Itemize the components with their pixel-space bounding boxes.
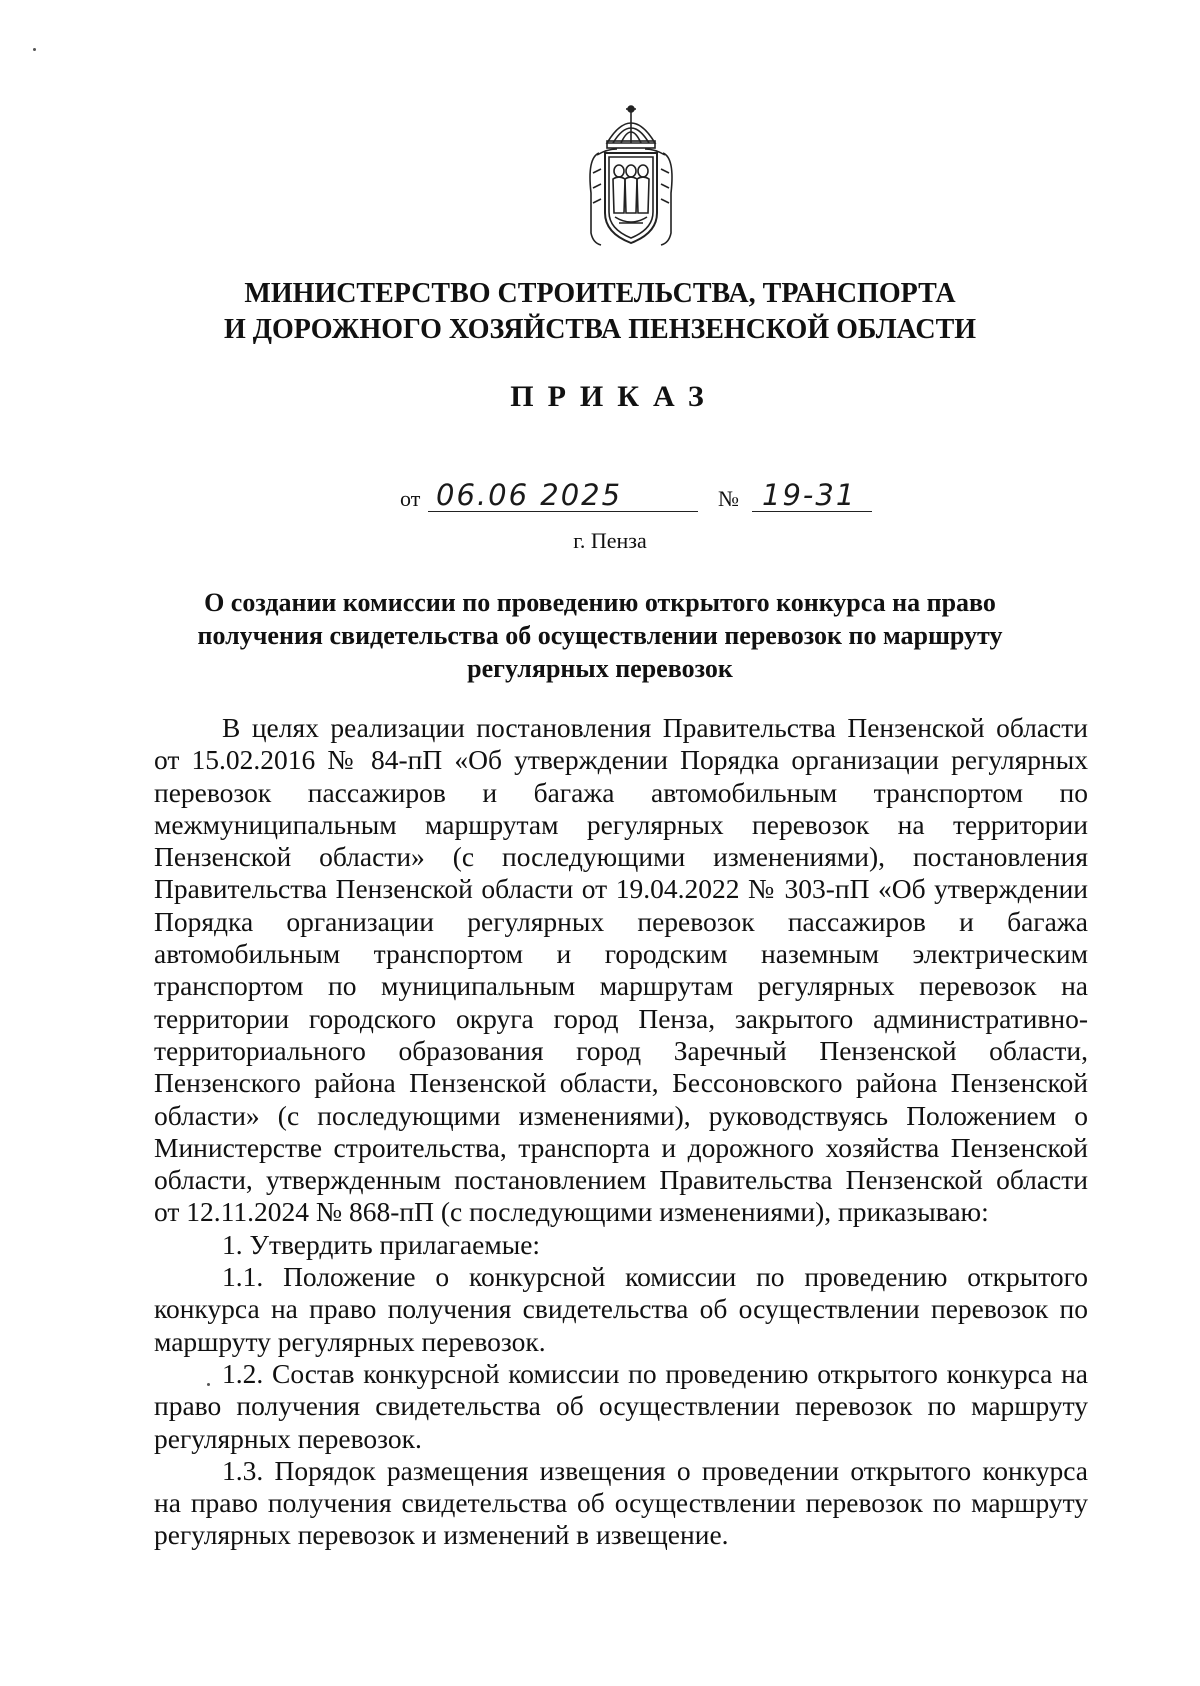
ministry-name-line1: МИНИСТЕРСТВО СТРОИТЕЛЬСТВА, ТРАНСПОРТА: [244, 278, 956, 309]
number-prefix: №: [718, 486, 739, 511]
scan-artifact: [33, 48, 36, 51]
body-paragraph-1: 1. Утвердить прилагаемые:: [222, 1228, 541, 1260]
order-subject: О создании комиссии по проведению открытого конкурса на право получения свидетельства об осуществлении перевозок по маршруту регулярных перевозок: [197, 588, 1003, 683]
body-paragraph-1-3: 1.3. Порядок размещения извещения о проведении открытого конкурса на право получения свидетельства об осуществлении перевозок по маршруту регулярных перевозок и изменений в извещение.: [154, 1454, 1088, 1551]
order-date-number-row: [400, 478, 880, 518]
coat-of-arms-icon: [577, 103, 685, 253]
ministry-name-line2: И ДОРОЖНОГО ХОЗЯЙСТВА ПЕНЗЕНСКОЙ ОБЛАСТИ: [223, 314, 977, 345]
order-number-handwritten: 19-31: [762, 478, 857, 512]
order-title: ПРИКАЗ: [510, 380, 718, 413]
scan-artifact: [207, 1383, 210, 1386]
order-date-handwritten: 06.06 2025: [436, 478, 623, 512]
date-prefix: от: [400, 486, 421, 511]
body-paragraph-preamble: В целях реализации постановления Правительства Пензенской области от 15.02.2016 № 84-пП «Об утверждении Порядка организации регулярных перевозок пассажиров и багажа автомобильным транспортом по межмуниципальным маршрутам регулярных перевозок на территории Пензенской области» (с последующими изменениями), постановления Правительства Пензенской области от 19.04.2022 № 303-пП «Об утверждении Порядка организации регулярных перевозок пассажиров и багажа автомобильным транспортом и городским наземным электрическим транспортом по муниципальным маршрутам регулярных перевозок на территории городского округа город Пенза, закрытого административно-территориального образования город Заречный Пензенской области, Пензенского района Пензенской области, Бессоновского района Пензенской области» (с последующими изменениями), руководствуясь Положением о Министерстве строительства, транспорта и дорожного хозяйства Пензенской области, утвержденным постановлением Правительства Пензенской области от 12.11.2024 № 868-пП (с последующими изменениями), приказываю:: [154, 712, 1088, 1228]
body-paragraph-1-2: 1.2. Состав конкурсной комиссии по проведению открытого конкурса на право получения свидетельства об осуществлении перевозок по маршруту регулярных перевозок.: [154, 1357, 1088, 1454]
ministry-name: [150, 276, 1050, 348]
order-body: [154, 712, 1088, 1552]
body-paragraph-1-1: 1.1. Положение о конкурсной комиссии по проведению открытого конкурса на право получения свидетельства об осуществлении перевозок по маршруту регулярных перевозок.: [154, 1261, 1088, 1357]
city: г. Пенза: [573, 528, 647, 553]
